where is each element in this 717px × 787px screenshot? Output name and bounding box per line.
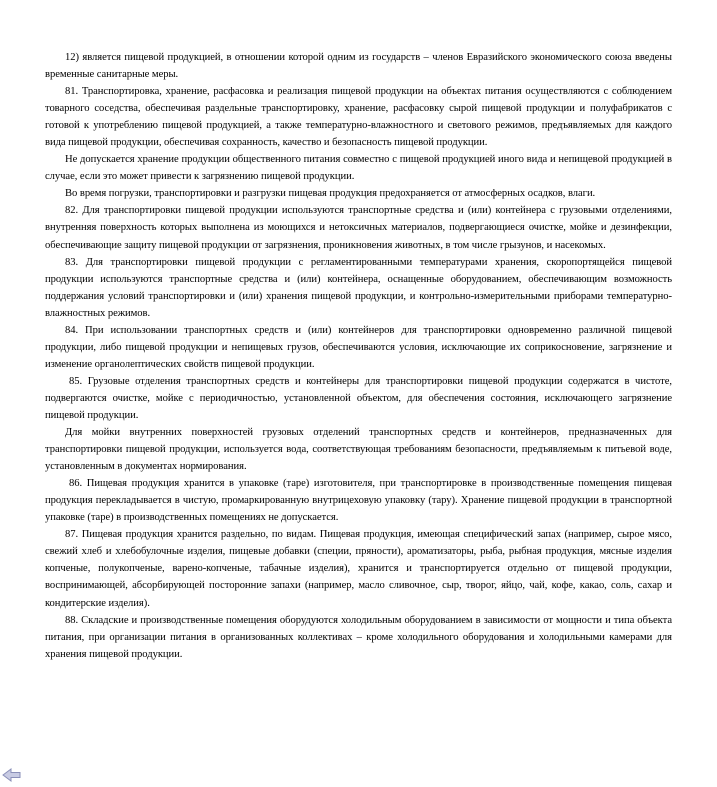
paragraph-85: 85. Грузовые отделения транспортных средств и контейнеры для транспортировки пищевой продукции содержатся в чистоте, подвергаются очистке, мойке с периодичностью, установленной объектом, для обеспечения состояния, исключающего загрязнение пищевой продукции. — [45, 375, 672, 421]
paragraph-81-loading: Во время погрузки, транспортировки и разгрузки пищевая продукция предохраняется от атмосферных осадков, влаги. — [65, 188, 596, 200]
paragraph-12: 12) является пищевой продукцией, в отношении которой одним из государств – членов Евразийского экономического союза введены временные санитарные меры. — [45, 52, 672, 81]
paragraph-82: 82. Для транспортировки пищевой продукции используются транспортные средства и (или) контейнера с грузовыми отделениями, внутренняя поверхность которых выполнена из моющихся и нетоксичных материалов, подвергающиеся очистке, мойке и дезинфекции, обеспечивающие защиту пищевой продукции от загрязнения, проникновения животных, в том числе грызунов, и насекомых. — [45, 205, 672, 251]
document-page — [45, 49, 672, 663]
paragraph-83: 83. Для транспортировки пищевой продукции с регламентированными температурами хранения, скоропортящейся пищевой продукции используются транспортные средства и (или) контейнера, оснащенные оборудованием, обеспечивающим возможность поддержания условий транспортировки и (или) хранения пищевой продукции, и контрольно-измерительными приборами температурно-влажностных режимов. — [45, 256, 672, 319]
paragraph-87: 87. Пищевая продукция хранится раздельно, по видам. Пищевая продукция, имеющая специфический запах (например, сырое мясо, свежий хлеб и хлебобулочные изделия, пищевые добавки (специи, пряности), ароматизаторы, рыба, рыбная продукция, мясные изделия копченые, полукопченые, варено-копченые, табачные изделия), хранится и транспортируется отдельно от пищевой продукции, воспринимающей, абсорбирующей посторонние запахи (например, масло сливочное, сыр, творог, яйцо, чай, кофе, какао, соль, сахар и кондитерские изделия). — [45, 529, 672, 609]
back-button[interactable] — [2, 768, 22, 782]
paragraph-81-storage: Не допускается хранение продукции общественного питания совместно с пищевой продукцией иного вида и непищевой продукцией в случае, если это может привести к загрязнению пищевой продукции. — [45, 154, 672, 183]
paragraph-88: 88. Складские и производственные помещения оборудуются холодильным оборудованием в зависимости от мощности и типа объекта питания, при организации питания в организованных коллективах – кроме холодильного оборудования и холодильными камерами для хранения пищевой продукции. — [45, 614, 672, 660]
paragraph-81: 81. Транспортировка, хранение, расфасовка и реализация пищевой продукции на объектах питания осуществляются с соблюдением товарного соседства, обеспечивая раздельные транспортировку, хранение, расфасовку сырой пищевой продукции и полуфабрикатов с готовой к употреблению пищевой продукцией, а также температурно-влажностного и светового режимов, предъявляемых для каждого вида пищевой продукции, обеспечивая сохранность, качество и безопасность пищевой продукции. — [45, 86, 672, 149]
left-arrow-icon — [2, 768, 22, 782]
paragraph-86: 86. Пищевая продукция хранится в упаковке (таре) изготовителя, при транспортировке в производственные помещения пищевая продукция перекладывается в чистую, промаркированную внутрицеховую упаковку (тару). Хранение пищевой продукции в транспортной упаковке (таре) в производственных помещениях не допускается. — [45, 478, 672, 524]
paragraph-84: 84. При использовании транспортных средств и (или) контейнеров для транспортировки одновременно различной пищевой продукции, либо пищевой продукции и непищевых грузов, обеспечиваются условия, исключающие их соприкосновение, загрязнение и изменение органолептических свойств пищевой продукции. — [45, 324, 672, 370]
paragraph-85-washing: Для мойки внутренних поверхностей грузовых отделений транспортных средств и контейнеров, предназначенных для транспортировки пищевой продукции, используется вода, соответствующая требованиям безопасности, предъявляемым к питьевой воде, установленным в документах нормирования. — [45, 427, 672, 473]
